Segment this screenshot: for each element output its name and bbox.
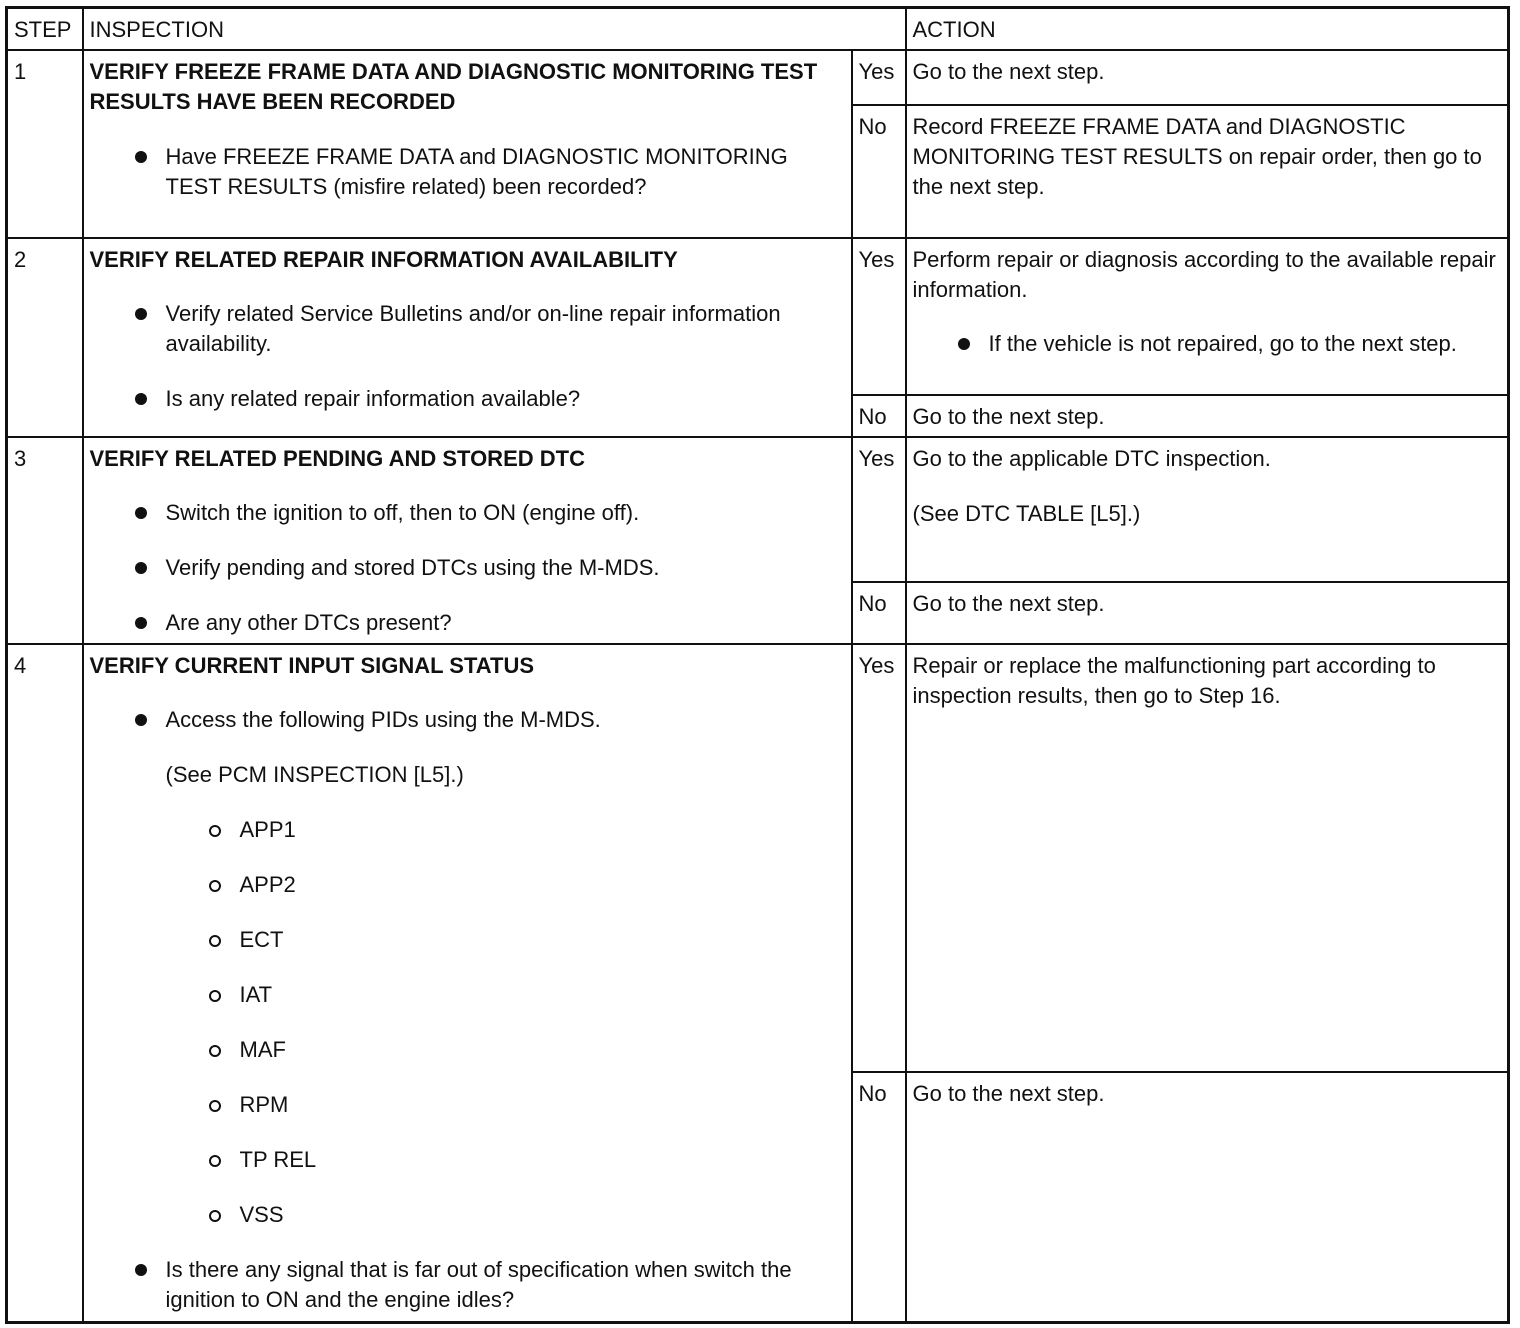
step-number: 3 <box>7 437 83 644</box>
pid-item: RPM <box>90 1090 845 1120</box>
header-inspection: INSPECTION <box>83 8 906 51</box>
inspection-bullet: Is any related repair information available? <box>90 384 845 414</box>
bullet-dot-icon <box>135 714 147 726</box>
inspection-bullet: Switch the ignition to off, then to ON (engine off). <box>90 498 845 528</box>
yes-note: (See DTC TABLE [L5].) <box>912 501 1141 526</box>
yes-label: Yes <box>852 50 906 105</box>
pid-item: VSS <box>90 1200 845 1230</box>
step-heading: VERIFY RELATED REPAIR INFORMATION AVAILABILITY <box>89 247 678 272</box>
circle-bullet-icon <box>209 880 221 892</box>
diagnostic-table <box>5 6 1510 1324</box>
action-bullet: If the vehicle is not repaired, go to the next step. <box>913 329 1502 359</box>
inspection-bullet: Is there any signal that is far out of specification when switch the ignition to ON and the engine idles? <box>90 1255 845 1315</box>
no-label: No <box>852 395 906 437</box>
circle-bullet-icon <box>209 1155 221 1167</box>
pid-item: TP REL <box>90 1145 845 1175</box>
step-4-yes-row <box>7 644 1509 1072</box>
inspection-cell <box>83 437 852 644</box>
inspection-cell <box>83 238 852 437</box>
step-number: 1 <box>7 50 83 238</box>
pid-item: IAT <box>90 980 845 1010</box>
step-number: 4 <box>7 644 83 1322</box>
yes-action: Repair or replace the malfunctioning part according to inspection results, then go to Step 16. <box>906 644 1509 1072</box>
no-label: No <box>852 1072 906 1322</box>
step-heading: VERIFY FREEZE FRAME DATA AND DIAGNOSTIC MONITORING TEST RESULTS HAVE BEEN RECORDED <box>89 59 818 114</box>
yes-action: Perform repair or diagnosis according to the available repair information. <box>912 247 1496 302</box>
bullet-dot-icon <box>135 617 147 629</box>
circle-bullet-icon <box>209 1100 221 1112</box>
step-heading: VERIFY RELATED PENDING AND STORED DTC <box>89 446 585 471</box>
step-heading: VERIFY CURRENT INPUT SIGNAL STATUS <box>89 653 535 678</box>
step-3-yes-row <box>7 437 1509 582</box>
inspection-cell <box>83 50 852 238</box>
no-action: Go to the next step. <box>906 395 1509 437</box>
yes-label: Yes <box>852 644 906 1072</box>
bullet-dot-icon <box>958 338 970 350</box>
bullet-dot-icon <box>135 308 147 320</box>
bullet-dot-icon <box>135 562 147 574</box>
no-action: Go to the next step. <box>906 1072 1509 1322</box>
bullet-dot-icon <box>135 507 147 519</box>
inspection-bullet: Are any other DTCs present? <box>90 608 845 638</box>
inspection-bullet: Have FREEZE FRAME DATA and DIAGNOSTIC MONITORING TEST RESULTS (misfire related) been recorded? <box>90 142 845 202</box>
pid-item: ECT <box>90 925 845 955</box>
no-label: No <box>852 105 906 238</box>
header-step: STEP <box>7 8 83 51</box>
circle-bullet-icon <box>209 935 221 947</box>
yes-action: Go to the applicable DTC inspection. <box>912 446 1271 471</box>
header-row <box>7 8 1509 51</box>
step-1-yes-row <box>7 50 1509 105</box>
yes-action-cell <box>906 238 1509 395</box>
pid-item: MAF <box>90 1035 845 1065</box>
bullet-dot-icon <box>135 151 147 163</box>
inspection-bullet: Verify pending and stored DTCs using the M-MDS. <box>90 553 845 583</box>
circle-bullet-icon <box>209 1210 221 1222</box>
header-action: ACTION <box>906 8 1509 51</box>
yes-action-cell <box>906 437 1509 582</box>
bullet-dot-icon <box>135 393 147 405</box>
bullet-dot-icon <box>135 1264 147 1276</box>
pid-item: APP2 <box>90 870 845 900</box>
no-action: Record FREEZE FRAME DATA and DIAGNOSTIC MONITORING TEST RESULTS on repair order, then go to the next step. <box>906 105 1509 238</box>
yes-label: Yes <box>852 437 906 582</box>
inspection-cell <box>83 644 852 1322</box>
inspection-bullet: Verify related Service Bulletins and/or on-line repair information availability. <box>90 299 845 359</box>
yes-label: Yes <box>852 238 906 395</box>
yes-action: Go to the next step. <box>906 50 1509 105</box>
circle-bullet-icon <box>209 825 221 837</box>
inspection-note: (See PCM INSPECTION [L5].) <box>165 762 464 787</box>
inspection-bullet: Access the following PIDs using the M-MDS. <box>90 705 845 735</box>
step-number: 2 <box>7 238 83 437</box>
step-2-yes-row <box>7 238 1509 395</box>
pid-item: APP1 <box>90 815 845 845</box>
circle-bullet-icon <box>209 1045 221 1057</box>
no-label: No <box>852 582 906 644</box>
no-action: Go to the next step. <box>906 582 1509 644</box>
circle-bullet-icon <box>209 990 221 1002</box>
